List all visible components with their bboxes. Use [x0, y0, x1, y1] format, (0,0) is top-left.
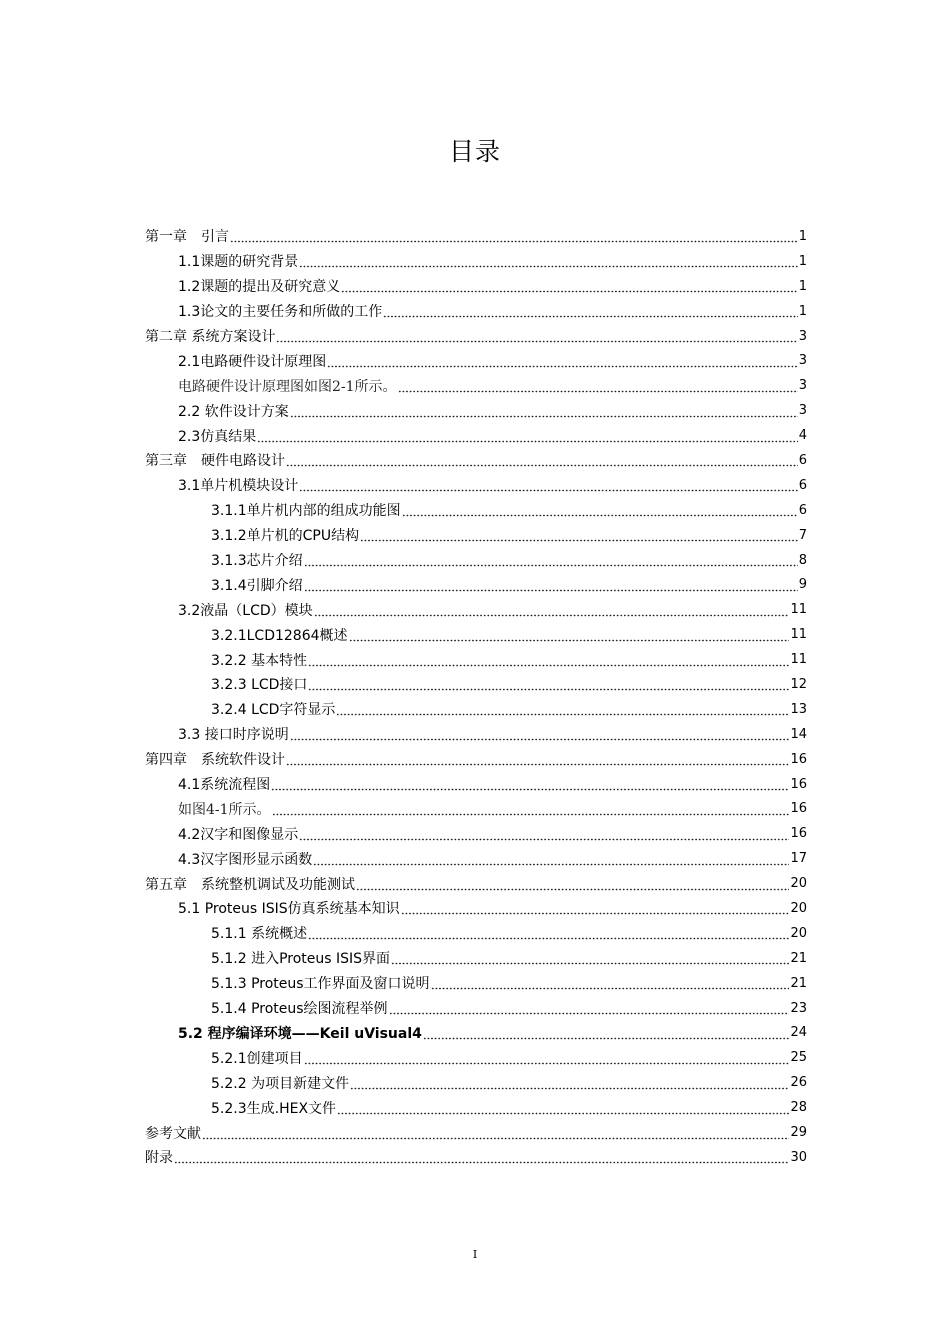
toc-entry[interactable] [145, 523, 807, 548]
toc-entry[interactable] [145, 324, 807, 349]
dot-leader [290, 404, 798, 418]
toc-entry-label: 5.2 程序编译环境——Keil uVisual4 [178, 1025, 422, 1042]
toc-entry[interactable] [145, 1021, 807, 1046]
dot-leader [257, 429, 797, 443]
toc-entry[interactable] [145, 1070, 807, 1095]
toc-entry-label: 3.1.2单片机的CPU结构 [211, 528, 360, 545]
toc-entry-label: 3.2.1LCD12864概述 [211, 627, 348, 644]
toc-entry-label: 1.1课题的研究背景 [178, 254, 299, 271]
dot-leader [398, 379, 798, 393]
toc-entry-page-number: 29 [790, 1125, 807, 1140]
toc-entry[interactable] [145, 348, 807, 373]
toc-entry[interactable] [145, 274, 807, 299]
toc-entry[interactable] [145, 672, 807, 697]
dot-leader [308, 677, 789, 691]
toc-entry-label: 第二章 系统方案设计 [145, 329, 276, 345]
toc-entry-label: 3.2.4 LCD字符显示 [211, 702, 336, 719]
dot-leader [423, 1026, 790, 1040]
dot-leader [202, 1126, 789, 1140]
toc-entry-page-number: 11 [790, 602, 807, 618]
toc-entry-page-number: 7 [798, 527, 807, 543]
toc-entry-label: 5.2.2 为项目新建文件 [211, 1075, 350, 1092]
toc-entry-page-number: 1 [798, 253, 807, 269]
toc-entry-label: 1.3论文的主要任务和所做的工作 [178, 304, 383, 321]
toc-entry-page-number: 28 [790, 1100, 807, 1116]
toc-entry-label: 3.1.1单片机内部的组成功能图 [211, 503, 401, 520]
toc-entry-label: 2.1电路硬件设计原理图 [178, 353, 327, 370]
dot-leader [341, 279, 797, 293]
table-of-contents [145, 224, 807, 1170]
toc-entry-page-number: 3 [798, 403, 807, 419]
toc-entry-page-number: 20 [790, 900, 807, 916]
dot-leader [356, 877, 789, 891]
toc-entry-page-number: 8 [798, 552, 807, 568]
dot-leader [360, 528, 798, 542]
toc-entry-label: 4.2汉字和图像显示 [178, 826, 299, 843]
toc-entry-page-number: 17 [790, 851, 807, 867]
toc-entry[interactable] [145, 473, 807, 498]
toc-entry-label: 5.1.2 进入Proteus ISIS界面 [211, 951, 391, 968]
dot-leader [276, 329, 797, 343]
toc-entry-page-number: 16 [790, 776, 807, 792]
dot-leader [174, 1150, 789, 1164]
toc-entry-label: 1.2课题的提出及研究意义 [178, 279, 341, 296]
dot-leader [308, 926, 789, 940]
dot-leader [401, 901, 790, 915]
toc-entry-label: 5.1.4 Proteus绘图流程举例 [211, 1001, 388, 1018]
toc-entry[interactable] [145, 448, 807, 473]
toc-entry-label: 4.1系统流程图 [178, 777, 271, 794]
toc-entry-label: 5.1 Proteus ISIS仿真系统基本知识 [178, 901, 400, 918]
footer-page-number: I [472, 1248, 478, 1261]
toc-entry-page-number: 14 [790, 726, 807, 742]
toc-entry[interactable] [145, 373, 807, 398]
toc-entry[interactable] [145, 398, 807, 423]
dot-leader [389, 1001, 790, 1015]
dot-leader [299, 827, 789, 841]
toc-entry-page-number: 3 [798, 378, 807, 394]
toc-entry-page-number: 21 [790, 950, 807, 966]
toc-entry-label: 3.2液晶（LCD）模块 [178, 602, 313, 619]
toc-entry-page-number: 23 [790, 1000, 807, 1016]
dot-leader [271, 777, 789, 791]
toc-entry[interactable] [145, 498, 807, 523]
toc-entry-page-number: 6 [798, 452, 807, 468]
toc-entry-page-number: 26 [790, 1075, 807, 1091]
toc-entry[interactable] [145, 796, 807, 821]
toc-entry[interactable] [145, 249, 807, 274]
toc-entry[interactable] [145, 971, 807, 996]
toc-entry[interactable] [145, 921, 807, 946]
toc-entry-page-number: 16 [790, 826, 807, 842]
toc-entry[interactable] [145, 1045, 807, 1070]
toc-entry[interactable] [145, 996, 807, 1021]
toc-entry-label: 参考文献 [145, 1125, 201, 1142]
toc-entry-page-number: 3 [798, 353, 807, 369]
toc-entry[interactable] [145, 572, 807, 597]
toc-entry[interactable] [145, 1120, 807, 1145]
toc-entry-page-number: 20 [790, 925, 807, 941]
toc-entry-page-number: 16 [790, 751, 807, 767]
toc-entry[interactable] [145, 821, 807, 846]
page-title: 目录 [448, 137, 501, 166]
dot-leader [299, 478, 797, 492]
dot-leader [314, 603, 790, 617]
toc-entry-label: 第四章 系统软件设计 [145, 752, 285, 769]
toc-entry-label: 5.2.3生成.HEX文件 [211, 1100, 337, 1117]
toc-entry-label: 3.2.3 LCD接口 [211, 677, 308, 694]
dot-leader [286, 752, 789, 766]
toc-entry-page-number: 12 [790, 676, 807, 692]
toc-entry-page-number: 24 [790, 1025, 807, 1041]
toc-entry[interactable] [145, 871, 807, 896]
toc-entry-label: 3.2.2 基本特性 [211, 652, 308, 669]
toc-entry-page-number: 21 [790, 975, 807, 991]
toc-entry-label: 2.3仿真结果 [178, 428, 257, 445]
dot-leader [327, 354, 797, 368]
dot-leader [304, 578, 798, 592]
toc-entry[interactable] [145, 747, 807, 772]
toc-entry[interactable] [145, 647, 807, 672]
toc-entry[interactable] [145, 622, 807, 647]
toc-entry[interactable] [145, 299, 807, 324]
dot-leader [337, 1101, 789, 1115]
toc-entry-page-number: 9 [798, 577, 807, 593]
toc-entry-page-number: 6 [798, 477, 807, 493]
toc-entry-label: 如图4-1所示。 [178, 801, 271, 818]
dot-leader [286, 453, 798, 467]
toc-entry[interactable] [145, 597, 807, 622]
toc-entry-page-number: 20 [790, 876, 807, 892]
dot-leader [304, 1051, 790, 1065]
dot-leader [272, 802, 790, 816]
dot-leader [349, 628, 790, 642]
toc-entry-label: 5.2.1创建项目 [211, 1050, 303, 1067]
toc-entry-label: 3.1单片机模块设计 [178, 478, 299, 495]
toc-entry-label: 5.1.3 Proteus工作界面及窗口说明 [211, 976, 430, 993]
toc-entry-label: 附录 [145, 1150, 173, 1167]
toc-entry[interactable] [145, 548, 807, 573]
toc-entry-label: 电路硬件设计原理图如图2-1所示。 [178, 378, 397, 395]
dot-leader [336, 702, 789, 716]
toc-entry[interactable] [145, 772, 807, 797]
toc-entry[interactable] [145, 1095, 807, 1120]
toc-entry-label: 2.2 软件设计方案 [178, 403, 289, 420]
toc-entry-label: 5.1.1 系统概述 [211, 926, 308, 943]
toc-entry[interactable] [145, 846, 807, 871]
toc-entry-label: 第三章 硬件电路设计 [145, 453, 285, 470]
dot-leader [299, 254, 797, 268]
toc-entry-page-number: 1 [798, 303, 807, 319]
dot-leader [230, 229, 798, 243]
toc-entry-page-number: 1 [798, 228, 807, 244]
toc-entry-label: 第一章 引言 [145, 229, 229, 246]
toc-entry-label: 3.1.3芯片介绍 [211, 553, 303, 570]
dot-leader [313, 852, 789, 866]
dot-leader [308, 653, 789, 667]
toc-entry-page-number: 16 [790, 801, 807, 817]
toc-entry[interactable] [145, 423, 807, 448]
toc-entry-label: 3.1.4引脚介绍 [211, 577, 303, 594]
dot-leader [431, 976, 790, 990]
toc-entry-page-number: 4 [798, 428, 807, 444]
toc-entry[interactable] [145, 1145, 807, 1170]
toc-entry-page-number: 3 [798, 328, 807, 344]
dot-leader [391, 951, 789, 965]
dot-leader [304, 553, 798, 567]
dot-leader [290, 727, 790, 741]
toc-entry-label: 4.3汉字图形显示函数 [178, 851, 313, 868]
toc-entry-page-number: 30 [790, 1149, 807, 1165]
toc-entry[interactable] [145, 946, 807, 971]
toc-entry[interactable] [145, 697, 807, 722]
toc-entry-page-number: 13 [790, 701, 807, 717]
toc-entry-page-number: 25 [790, 1050, 807, 1066]
dot-leader [402, 503, 798, 517]
toc-entry-page-number: 11 [790, 627, 807, 643]
dot-leader [383, 304, 797, 318]
toc-entry-page-number: 1 [798, 278, 807, 294]
toc-entry-label: 第五章 系统整机调试及功能测试 [145, 876, 355, 893]
toc-entry-page-number: 6 [798, 502, 807, 518]
toc-entry[interactable] [145, 224, 807, 249]
toc-entry-page-number: 11 [790, 652, 807, 668]
toc-entry[interactable] [145, 896, 807, 921]
dot-leader [350, 1076, 789, 1090]
toc-entry-label: 3.3 接口时序说明 [178, 727, 289, 744]
toc-entry[interactable] [145, 722, 807, 747]
